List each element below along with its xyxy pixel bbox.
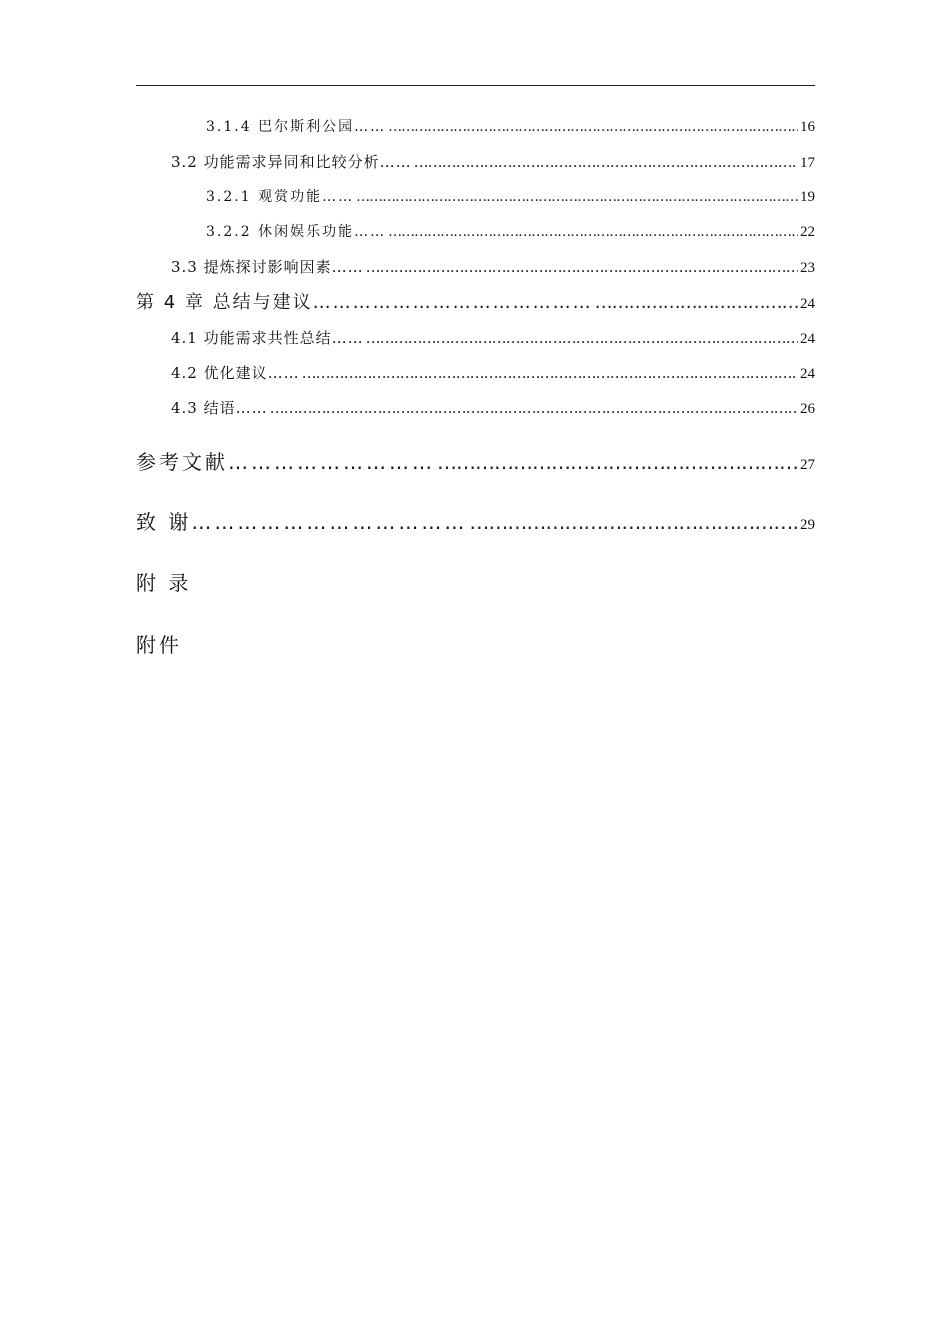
toc-entry-acknowledgements[interactable] <box>136 492 815 552</box>
leader-dots <box>437 432 798 492</box>
toc-entry-label: 附件 <box>136 633 182 657</box>
leader-dots <box>414 145 798 180</box>
toc-page-number: 16 <box>800 119 815 135</box>
toc-entry-label: 3.2.1 观赏功能…… <box>206 189 355 205</box>
toc-page-number: 19 <box>800 189 815 205</box>
toc-entry-label: 3.3 提炼探讨影响因素…… <box>171 258 364 276</box>
toc-entry-attachments[interactable] <box>136 614 815 676</box>
toc-page-number: 22 <box>800 224 815 240</box>
toc-entry-4-1[interactable] <box>136 321 815 356</box>
toc-entry-3-2-2[interactable] <box>136 215 815 250</box>
toc-entry-references[interactable] <box>136 432 815 492</box>
toc-entry-3-3[interactable] <box>136 250 815 285</box>
toc-entry-label: 4.2 优化建议…… <box>171 364 300 382</box>
leader-dots <box>302 356 798 391</box>
toc-page-number: 24 <box>800 331 815 347</box>
toc-entry-label: 附 录 <box>136 571 192 595</box>
toc-page-number: 29 <box>800 517 815 533</box>
header-rule <box>136 85 815 86</box>
leader-dots <box>270 391 798 426</box>
leader-dots <box>388 215 798 250</box>
toc-page-number: 23 <box>800 260 815 276</box>
table-of-contents <box>136 110 815 676</box>
toc-entry-appendix[interactable] <box>136 552 815 614</box>
toc-entry-label: 3.2 功能需求异同和比较分析…… <box>171 153 412 171</box>
leader-dots <box>469 492 798 552</box>
leader-dots <box>356 180 798 215</box>
toc-entry-label: 4.3 结语…… <box>171 399 268 417</box>
toc-entry-3-1-4[interactable] <box>136 110 815 145</box>
toc-entry-label: 3.1.4 巴尔斯利公园…… <box>206 119 387 135</box>
leader-dots <box>388 110 798 145</box>
toc-page-number: 24 <box>800 366 815 382</box>
leader-dots <box>595 285 798 321</box>
toc-entry-label: 第 4 章 总结与建议…………………………………… <box>136 292 593 313</box>
toc-entry-label: 致 谢……………………………… <box>136 510 468 534</box>
toc-entry-chapter-4[interactable] <box>136 285 815 321</box>
toc-page-number: 26 <box>800 401 815 417</box>
toc-page-number: 27 <box>800 457 815 473</box>
toc-entry-4-3[interactable] <box>136 391 815 426</box>
toc-page-number: 24 <box>800 296 815 312</box>
toc-entry-label: 4.1 功能需求共性总结…… <box>171 329 364 347</box>
leader-dots <box>366 321 798 356</box>
leader-dots <box>366 250 798 285</box>
toc-entry-3-2[interactable] <box>136 145 815 180</box>
toc-entry-4-2[interactable] <box>136 356 815 391</box>
toc-entry-3-2-1[interactable] <box>136 180 815 215</box>
toc-entry-label: 参考文献……………………… <box>136 450 435 474</box>
toc-entry-label: 3.2.2 休闲娱乐功能…… <box>206 224 387 240</box>
toc-page-number: 17 <box>800 155 815 171</box>
